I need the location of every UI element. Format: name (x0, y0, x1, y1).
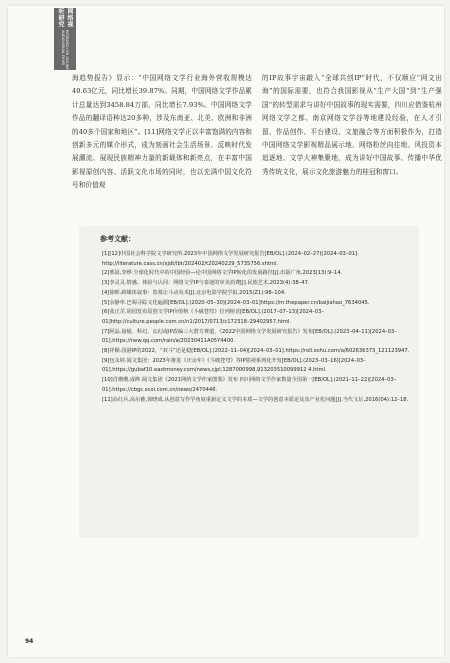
reference-item: [1][12]中国社会科学院文学研究所.2023年中国网络文学发展研究报告[EB/OL].(2024–02–27)[2024–03–01]. http://literature.cass.cn/xjdt/lbt/202402/t20240229_5735756.shtml. (102, 251, 359, 267)
section-tab-english: RESEARCH ON ONLINE AUDIOVISUAL FILMS (61, 29, 69, 70)
reference-item: [9]包永婷.阅文集团：2023年推进《庆余年》《斗破苍穹》等IP影视系列化开发[EB/OL].(2023–03–16)[2024–03–01].https://gubaf10.eastmoney.com/news,cjpl,1287000998,913203510099912 4.html. (102, 357, 366, 374)
reference-item: [2]邢晨,李烨.全球化时代中的中国经验—论中国网络文学IP转化的发展路径[J].出版广角,2023(13):9–14. (102, 270, 343, 277)
body-left-column: 海趋势报告》显示：“中国网络文学行业海外营收规模达40.63亿元，同比增长39.87%。同期，中国网络文学作品累计总量达到3458.84万部，同比增长7.93%。中国网络文学作品的翻译语种达20多种，涉及东南亚、北美、欧洲和非洲的40多个国家和地区”。[11]网络文学正以丰富饱满的内容和创新多元的媒介形式，成为刻画社会生活场景、反映时代发展潮流、展现民族精神力量的新载体和新亮点，在丰富中国影视原创内容、活跃文化市场的同时，也以充满中国文化符号和价值观 (72, 74, 252, 190)
reference-item: [3]李灵灵.情感、体验与认同：网络文学IP与泰迪的审美消费[J].民族艺术,2023(4):38–47. (102, 280, 310, 287)
reference-item: [6]张正芷.胡园发布原创文学IP价值榜《斗破苍穹》位列榜首[EB/OL].(2017–07–13)[2024–03–01]http://culture.people.com.cn/n1/2017/0713/c172318–29402957.html. (102, 309, 325, 325)
references-list (102, 250, 414, 405)
page-number: 94 (25, 638, 34, 645)
references-heading: 参考文献： (100, 235, 135, 243)
reference-item: [8]祥顺.园港IP的2022，“双斗”还是稳[EB/OL].(2022–11–04)[2024–03–01].https://roll.sohu.com/a/602636373_121123947. (102, 348, 410, 355)
section-tab (54, 8, 76, 70)
body-right-column: 的IP故事宇宙敲入“全球共创IP”时代，不仅顺应“网文出海”的国际需要，也符合我国影视从“生产大国”到“生产强国”的转型需求与讲好中国故事的现实需要，四川应借鉴杭州网络文学之都、南京网络文学谷等地建设经验，在人才引留、作品创作、平台建设、文旅融合等方面积极作为，打造中国网络文学影视精品展示地、网络粉丝向往地、风投资本追逐地、文学大神集聚地，成为讲好中国故事、传播中华优秀传统文化，展示文化旅游魅力的桂冠和窗口。 (262, 74, 442, 176)
section-tab-chinese: 网络视听研究 (57, 8, 73, 28)
reference-item: [5]余静率.巴蜀寻踪文化遍源[EB/OL].(2020–05–30)[2024–03–01]https://m.thepaper.cn/baijiahao_7634045. (102, 299, 370, 306)
reference-item: [11]高红兵,高尔雅,徐晓成.从创意写作学角度重新定义文学的本质—文学的创意本质论及其产业化问题[J].当代文坛,2016(04):12–18. (102, 396, 409, 403)
reference-item: [10]肖珊珊,成晔.阅文集团《2021网络文学作家图鉴》发布 四川网络文学作家数量全国第一[EB/OL].(2021–11–22)[2024–03–01].https://cbgc.scol.com.cn/news/2470446. (102, 377, 397, 393)
reference-item: [7]阿晶.悬疑、科幻、玄幻或IP改编三大潜力赛道，《2022中国网络文学发展研究报告》发布[EB/OL].(2023–04–11)[2024–03–01].https://new.qq.com/rain/a/20230411A05Y4400. (102, 328, 397, 345)
reference-item: [4]徐晖.跨媒体叙事：盗墓让斗动央术[J].北京电影学院学报,2015(Z1):98–104. (102, 289, 286, 296)
